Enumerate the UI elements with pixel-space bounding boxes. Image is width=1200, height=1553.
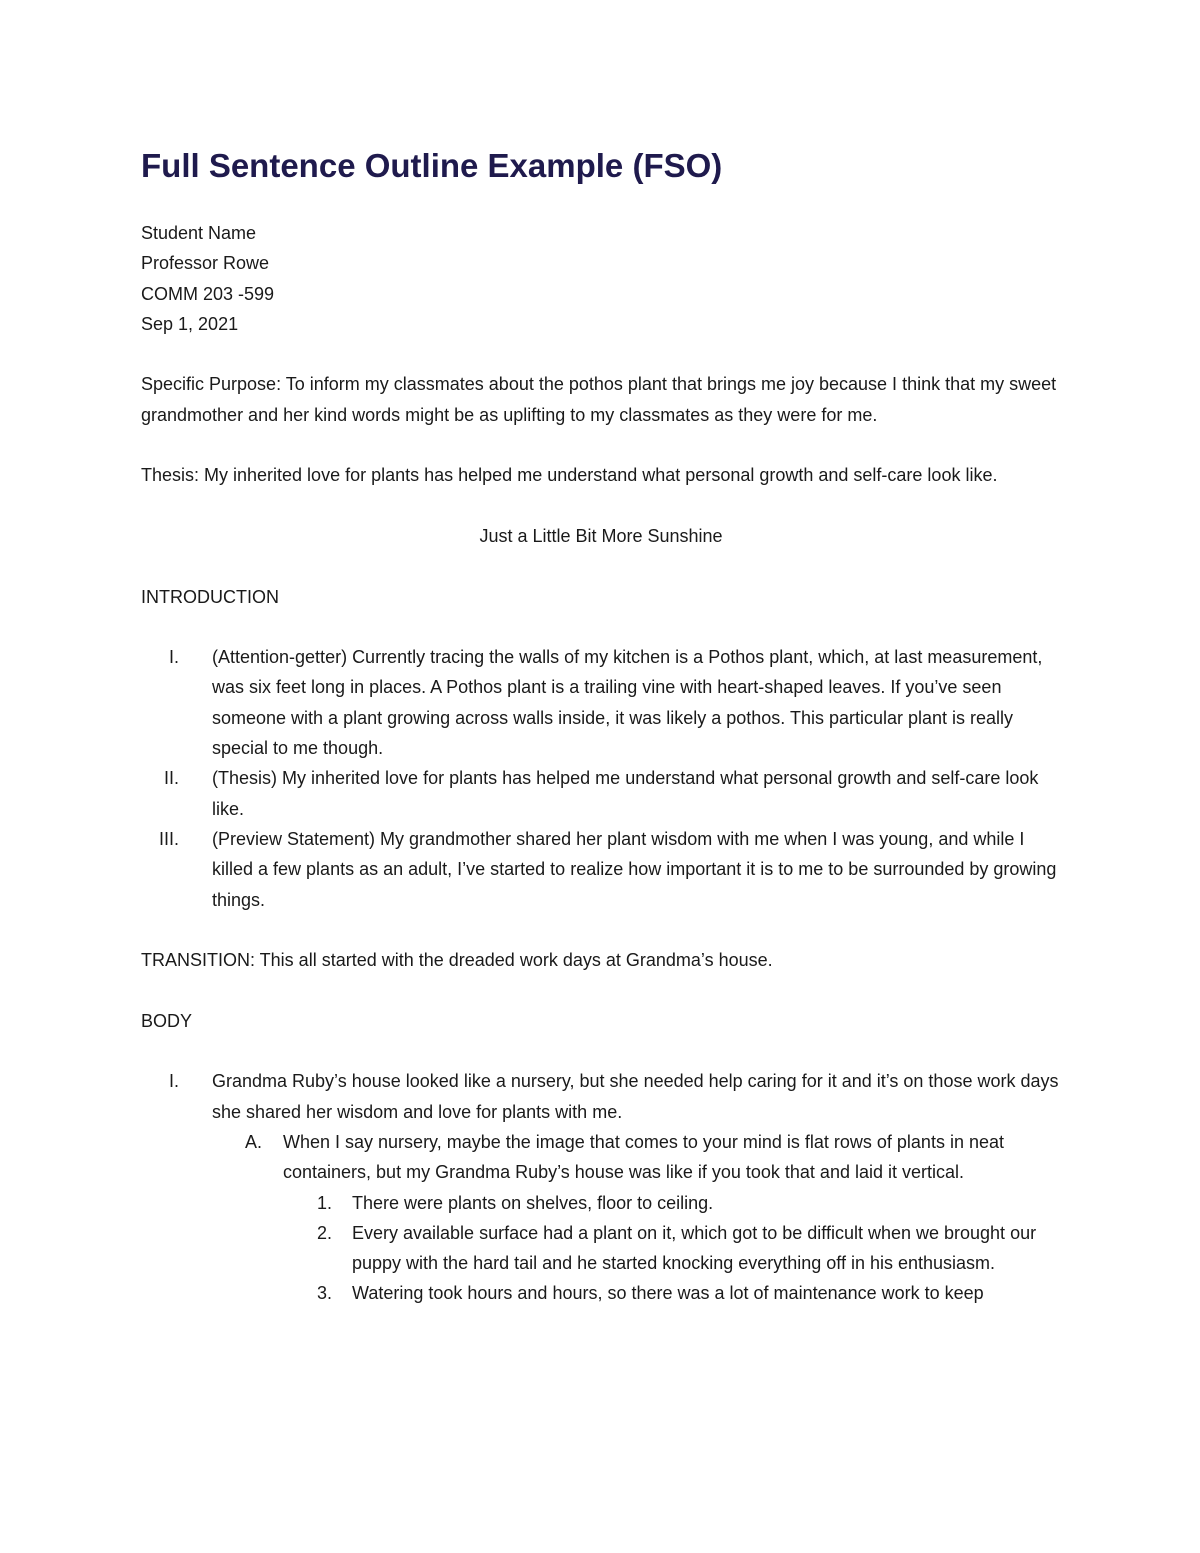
header-block bbox=[141, 218, 1061, 339]
specific-purpose: Specific Purpose: To inform my classmates about the pothos plant that brings me joy because I think that my sweet grandmother and her kind words might be as uplifting to my classmates as they were for me. bbox=[141, 374, 1057, 425]
list-marker: A. bbox=[245, 1131, 263, 1152]
list-item-text: (Attention-getter) Currently tracing the walls of my kitchen is a Pothos plant, which, at last measurement, was six feet long in places. A Pothos plant is a trailing vine with heart-shaped leaves. If you’ve seen someone with a plant growing across walls inside, it was likely a pothos. This particular plant is really special to me though. bbox=[212, 647, 1043, 759]
list-item bbox=[141, 824, 1061, 915]
document-title: Full Sentence Outline Example (FSO) bbox=[141, 147, 723, 184]
list-item-text: (Thesis) My inherited love for plants has helped me understand what personal growth and self-care look like. bbox=[212, 768, 1039, 819]
student-name: Student Name bbox=[141, 223, 257, 243]
sub-point-text: When I say nursery, maybe the image that comes to your mind is flat rows of plants in neat containers, but my Grandma Ruby’s house was like if you took that and laid it vertical. bbox=[283, 1131, 1004, 1183]
detail-item bbox=[141, 1188, 1061, 1218]
detail-text: Every available surface had a plant on it, which got to be difficult when we brought our puppy with the hard tail and he started knocking everything off in his enthusiasm. bbox=[352, 1222, 1037, 1274]
introduction-heading: INTRODUCTION bbox=[141, 586, 279, 607]
detail-list bbox=[283, 1188, 1061, 1309]
list-marker: I. bbox=[168, 1071, 179, 1092]
detail-item bbox=[141, 1278, 1061, 1308]
list-item bbox=[141, 642, 1061, 763]
detail-item bbox=[141, 1218, 1061, 1279]
transition-statement: TRANSITION: This all started with the dreaded work days at Grandma’s house. bbox=[141, 950, 773, 971]
list-marker: 1. bbox=[317, 1192, 333, 1213]
date: Sep 1, 2021 bbox=[141, 313, 239, 334]
detail-text: Watering took hours and hours, so there was a lot of maintenance work to keep bbox=[352, 1283, 984, 1304]
list-marker: III. bbox=[158, 828, 179, 849]
main-point-text: Grandma Ruby’s house looked like a nursery, but she needed help caring for it and it’s on those work days she shared her wisdom and love for plants with me. bbox=[212, 1071, 1059, 1122]
sub-point-list bbox=[212, 1127, 1061, 1309]
list-item bbox=[141, 763, 1061, 824]
thesis-statement: Thesis: My inherited love for plants has helped me understand what personal growth and self-care look like. bbox=[141, 465, 998, 486]
main-point bbox=[141, 1066, 1061, 1308]
body-heading: BODY bbox=[141, 1010, 193, 1031]
professor-name: Professor Rowe bbox=[141, 253, 270, 274]
course-code: COMM 203 -599 bbox=[141, 283, 275, 304]
speech-title: Just a Little Bit More Sunshine bbox=[479, 525, 723, 546]
list-marker: 3. bbox=[317, 1283, 333, 1304]
list-marker: I. bbox=[168, 647, 179, 668]
body-list bbox=[141, 1066, 1061, 1308]
document-page bbox=[141, 140, 1061, 1309]
list-item-text: (Preview Statement) My grandmother shared her plant wisdom with me when I was young, and while I killed a few plants as an adult, I’ve started to realize how important it is to me to be surrounded by growing things. bbox=[212, 828, 1057, 910]
list-marker: 2. bbox=[317, 1222, 333, 1243]
sub-point bbox=[141, 1127, 1061, 1309]
detail-text: There were plants on shelves, floor to ceiling. bbox=[352, 1192, 714, 1213]
list-marker: II. bbox=[163, 768, 179, 789]
introduction-list bbox=[141, 642, 1061, 915]
